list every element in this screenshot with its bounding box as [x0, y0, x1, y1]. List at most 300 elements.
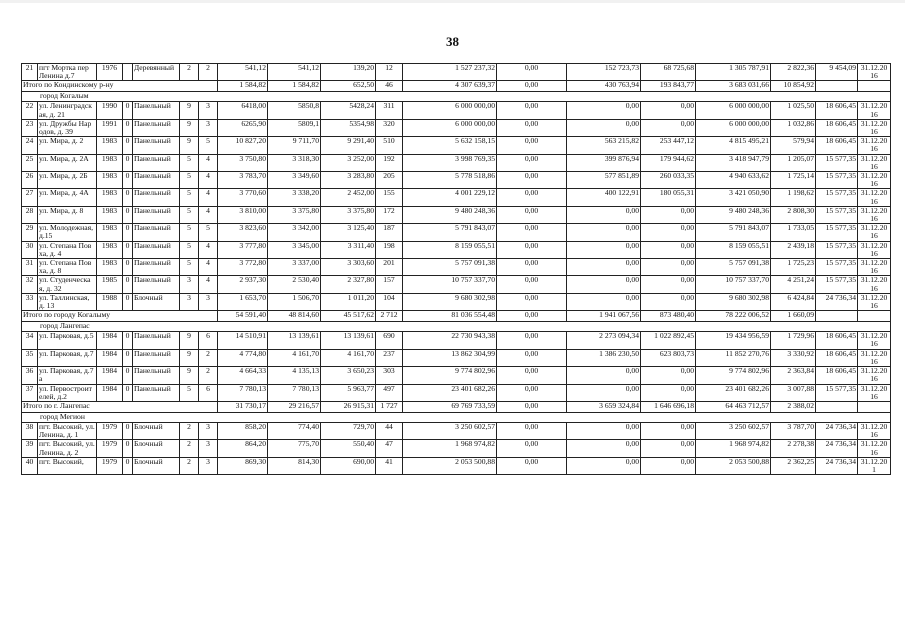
deadline-cell: 31.12.2016: [858, 349, 891, 366]
subtotal-row: [22, 311, 891, 322]
local-cost-cell: 0,00: [641, 457, 696, 474]
floors-cell: 3: [180, 276, 199, 293]
limit-cost-cell: 15 577,35: [816, 154, 858, 171]
flag-cell: 0: [123, 384, 133, 401]
wall-material-cell: Панельный: [133, 241, 180, 258]
fund-cost-cell: 0,00: [497, 102, 567, 119]
limit-cost-cell: 15 577,35: [816, 384, 858, 401]
fund-cost-cell: 0,00: [497, 367, 567, 384]
residential-area-cell: 3 303,60: [321, 259, 376, 276]
okrug-cost-cell: 0,00: [567, 102, 641, 119]
residents-cell: 497: [376, 384, 403, 401]
okrug-cost-cell: 0,00: [567, 224, 641, 241]
year-cell: 1984: [97, 367, 123, 384]
residents-cell: 311: [376, 102, 403, 119]
row-number-cell: 29: [22, 224, 38, 241]
address-cell: ул. Парковая, д.7: [38, 349, 97, 366]
entrances-cell: 4: [199, 276, 218, 293]
year-cell: 1983: [97, 137, 123, 154]
living-area-cell: 3 349,60: [268, 172, 321, 189]
deadline-cell: 31.12.2016: [858, 241, 891, 258]
year-cell: 1979: [97, 422, 123, 439]
residents-cell: 104: [376, 293, 403, 310]
living-area-cell: 814,30: [268, 457, 321, 474]
wall-material-cell: Панельный: [133, 154, 180, 171]
residential-area-cell: 550,40: [321, 440, 376, 457]
entrances-cell: 3: [199, 422, 218, 439]
limit-cost-cell: 18 606,45: [816, 119, 858, 136]
residential-area-cell: 2 327,80: [321, 276, 376, 293]
okrug-cost-cell: 0,00: [567, 119, 641, 136]
local-cost-cell: 0,00: [641, 440, 696, 457]
residents-cell: 303: [376, 367, 403, 384]
residents-cell: 157: [376, 276, 403, 293]
row-number-cell: 36: [22, 367, 38, 384]
owners-cost-cell: 3 421 050,90: [696, 189, 771, 206]
flag-cell: 0: [123, 119, 133, 136]
residential-area-cell: 1 011,20: [321, 293, 376, 310]
floors-cell: 2: [180, 64, 199, 81]
floors-cell: 2: [180, 457, 199, 474]
local-cost-cell: 0,00: [641, 102, 696, 119]
fund-cost-cell: 0,00: [497, 241, 567, 258]
table-row: [22, 189, 891, 206]
entrances-cell: 5: [199, 224, 218, 241]
fund-cost-cell: 0,00: [497, 154, 567, 171]
residents-cell: 201: [376, 259, 403, 276]
row-number-cell: 22: [22, 102, 38, 119]
total-cost-cell: 4 001 229,12: [403, 189, 497, 206]
okrug-cost-cell: 3 659 324,84: [567, 401, 641, 412]
limit-cost-cell: 18 606,45: [816, 137, 858, 154]
total-area-cell: 858,20: [218, 422, 268, 439]
deadline-cell: 31.12.2016: [858, 259, 891, 276]
residents-cell: 205: [376, 172, 403, 189]
wall-material-cell: Деревянный: [133, 64, 180, 81]
table-row: [22, 349, 891, 366]
residents-cell: 12: [376, 64, 403, 81]
residential-area-cell: 652,50: [321, 81, 376, 92]
residential-area-cell: 2 452,00: [321, 189, 376, 206]
total-area-cell: 541,12: [218, 64, 268, 81]
unit-cost-cell: 1 205,07: [771, 154, 816, 171]
owners-cost-cell: 5 757 091,38: [696, 259, 771, 276]
okrug-cost-cell: 0,00: [567, 440, 641, 457]
total-cost-cell: 6 000 000,00: [403, 102, 497, 119]
limit-cost-cell: 9 454,09: [816, 64, 858, 81]
wall-material-cell: Панельный: [133, 332, 180, 349]
residential-area-cell: 5428,24: [321, 102, 376, 119]
subtotal-label: Итого по г. Лангепас: [22, 401, 218, 412]
total-area-cell: 864,20: [218, 440, 268, 457]
local-cost-cell: 0,00: [641, 293, 696, 310]
owners-cost-cell: 3 418 947,79: [696, 154, 771, 171]
total-cost-cell: 1 968 974,82: [403, 440, 497, 457]
limit-cost-cell: 18 606,45: [816, 349, 858, 366]
residential-area-cell: 9 291,40: [321, 137, 376, 154]
local-cost-cell: 68 725,68: [641, 64, 696, 81]
address-cell: ул. Таллинская,д. 13: [38, 293, 97, 310]
residential-area-cell: 45 517,62: [321, 311, 376, 322]
empty-cell: [858, 81, 891, 92]
address-cell: ул. Парковая, д.5: [38, 332, 97, 349]
table-row: [22, 137, 891, 154]
unit-cost-cell: 1 725,23: [771, 259, 816, 276]
floors-cell: 2: [180, 422, 199, 439]
unit-cost-cell: 2 362,25: [771, 457, 816, 474]
deadline-cell: 31.12.2016: [858, 276, 891, 293]
total-area-cell: 6418,00: [218, 102, 268, 119]
owners-cost-cell: 23 401 682,26: [696, 384, 771, 401]
row-number-cell: 24: [22, 137, 38, 154]
row-number-cell: 38: [22, 422, 38, 439]
row-number-cell: 23: [22, 119, 38, 136]
fund-cost-cell: 0,00: [497, 224, 567, 241]
flag-cell: 0: [123, 172, 133, 189]
row-number-cell: 21: [22, 64, 38, 81]
living-area-cell: 3 338,20: [268, 189, 321, 206]
wall-material-cell: Панельный: [133, 276, 180, 293]
year-cell: 1984: [97, 332, 123, 349]
fund-cost-cell: 0,00: [497, 349, 567, 366]
residential-area-cell: 13 139,61: [321, 332, 376, 349]
limit-cost-cell: 24 736,34: [816, 457, 858, 474]
unit-cost-cell: 1 660,09: [771, 311, 816, 322]
residents-cell: 2 712: [376, 311, 403, 322]
flag-cell: 0: [123, 440, 133, 457]
floors-cell: 9: [180, 102, 199, 119]
okrug-cost-cell: 2 273 094,34: [567, 332, 641, 349]
owners-cost-cell: 11 852 270,76: [696, 349, 771, 366]
floors-cell: 9: [180, 349, 199, 366]
wall-material-cell: Блочный: [133, 457, 180, 474]
flag-cell: 0: [123, 154, 133, 171]
unit-cost-cell: 3 330,92: [771, 349, 816, 366]
flag-cell: 0: [123, 349, 133, 366]
deadline-cell: 31.12.2016: [858, 137, 891, 154]
residential-area-cell: 3 375,80: [321, 206, 376, 223]
living-area-cell: 13 139,61: [268, 332, 321, 349]
owners-cost-cell: 19 434 956,59: [696, 332, 771, 349]
okrug-cost-cell: 0,00: [567, 384, 641, 401]
limit-cost-cell: 15 577,35: [816, 241, 858, 258]
owners-cost-cell: 4 940 633,62: [696, 172, 771, 189]
unit-cost-cell: 1 032,86: [771, 119, 816, 136]
wall-material-cell: Панельный: [133, 102, 180, 119]
owners-cost-cell: 9 480 248,36: [696, 206, 771, 223]
okrug-cost-cell: 0,00: [567, 206, 641, 223]
entrances-cell: 3: [199, 457, 218, 474]
total-cost-cell: 9 680 302,98: [403, 293, 497, 310]
year-cell: 1983: [97, 259, 123, 276]
total-cost-cell: 8 159 055,51: [403, 241, 497, 258]
okrug-cost-cell: 1 941 067,56: [567, 311, 641, 322]
unit-cost-cell: 1 725,14: [771, 172, 816, 189]
fund-cost-cell: 0,00: [497, 311, 567, 322]
empty-cell: [858, 401, 891, 412]
fund-cost-cell: 0,00: [497, 422, 567, 439]
table-row: [22, 293, 891, 310]
limit-cost-cell: 15 577,35: [816, 206, 858, 223]
row-number-cell: 39: [22, 440, 38, 457]
living-area-cell: 541,12: [268, 64, 321, 81]
unit-cost-cell: 1 198,62: [771, 189, 816, 206]
local-cost-cell: 0,00: [641, 119, 696, 136]
table-row: [22, 172, 891, 189]
address-cell: ул. Первостроителей, д.2: [38, 384, 97, 401]
floors-cell: 5: [180, 206, 199, 223]
year-cell: 1988: [97, 293, 123, 310]
residential-area-cell: 5 963,77: [321, 384, 376, 401]
local-cost-cell: 0,00: [641, 206, 696, 223]
entrances-cell: 4: [199, 241, 218, 258]
deadline-cell: 31.12.2016: [858, 102, 891, 119]
flag-cell: 0: [123, 137, 133, 154]
total-area-cell: 3 823,60: [218, 224, 268, 241]
local-cost-cell: 0,00: [641, 422, 696, 439]
wall-material-cell: Панельный: [133, 259, 180, 276]
floors-cell: 9: [180, 137, 199, 154]
table-row: [22, 259, 891, 276]
floors-cell: 3: [180, 293, 199, 310]
local-cost-cell: 253 447,12: [641, 137, 696, 154]
total-cost-cell: 1 527 237,32: [403, 64, 497, 81]
okrug-cost-cell: 430 763,94: [567, 81, 641, 92]
total-cost-cell: 13 862 304,99: [403, 349, 497, 366]
table-row: [22, 119, 891, 136]
owners-cost-cell: 1 305 787,91: [696, 64, 771, 81]
living-area-cell: 3 318,30: [268, 154, 321, 171]
entrances-cell: 3: [199, 119, 218, 136]
flag-cell: 0: [123, 276, 133, 293]
address-cell: ул. Парковая, д.7а: [38, 367, 97, 384]
limit-cost-cell: 18 606,45: [816, 332, 858, 349]
year-cell: 1983: [97, 172, 123, 189]
city-header: город Лангепас: [22, 322, 891, 332]
local-cost-cell: 0,00: [641, 241, 696, 258]
owners-cost-cell: 6 000 000,00: [696, 119, 771, 136]
wall-material-cell: Панельный: [133, 384, 180, 401]
wall-material-cell: Панельный: [133, 119, 180, 136]
residential-area-cell: 3 311,40: [321, 241, 376, 258]
owners-cost-cell: 2 053 500,88: [696, 457, 771, 474]
total-cost-cell: 2 053 500,88: [403, 457, 497, 474]
owners-cost-cell: 5 791 843,07: [696, 224, 771, 241]
limit-cost-cell: 18 606,45: [816, 102, 858, 119]
total-cost-cell: 10 757 337,70: [403, 276, 497, 293]
unit-cost-cell: 3 787,70: [771, 422, 816, 439]
entrances-cell: 2: [199, 349, 218, 366]
address-cell: пгт Мортка пер Ленина д.7: [38, 64, 97, 81]
entrances-cell: 3: [199, 440, 218, 457]
total-area-cell: 3 783,70: [218, 172, 268, 189]
empty-cell: [816, 81, 858, 92]
unit-cost-cell: 2 808,30: [771, 206, 816, 223]
fund-cost-cell: 0,00: [497, 81, 567, 92]
floors-cell: 5: [180, 189, 199, 206]
city-header-row: [22, 92, 891, 102]
total-cost-cell: 5 778 518,86: [403, 172, 497, 189]
row-number-cell: 37: [22, 384, 38, 401]
deadline-cell: 31.12.2016: [858, 189, 891, 206]
city-header: город Когалым: [22, 92, 891, 102]
total-area-cell: 7 780,13: [218, 384, 268, 401]
living-area-cell: 1 584,82: [268, 81, 321, 92]
table-row: [22, 64, 891, 81]
flag-cell: 0: [123, 224, 133, 241]
living-area-cell: 9 711,70: [268, 137, 321, 154]
year-cell: 1983: [97, 224, 123, 241]
fund-cost-cell: 0,00: [497, 457, 567, 474]
total-area-cell: 1 653,70: [218, 293, 268, 310]
local-cost-cell: 0,00: [641, 276, 696, 293]
unit-cost-cell: 1 729,96: [771, 332, 816, 349]
unit-cost-cell: 2 363,84: [771, 367, 816, 384]
address-cell: ул. Ленинградская, д. 21: [38, 102, 97, 119]
year-cell: 1983: [97, 189, 123, 206]
fund-cost-cell: 0,00: [497, 384, 567, 401]
floors-cell: 5: [180, 154, 199, 171]
living-area-cell: 4 135,13: [268, 367, 321, 384]
address-cell: ул. Мира, д. 2А: [38, 154, 97, 171]
page-number: 38: [446, 34, 459, 49]
deadline-cell: 31.12.2016: [858, 293, 891, 310]
flag-cell: 0: [123, 189, 133, 206]
year-cell: 1983: [97, 206, 123, 223]
residential-area-cell: 3 252,00: [321, 154, 376, 171]
entrances-cell: 3: [199, 102, 218, 119]
unit-cost-cell: 2 388,02: [771, 401, 816, 412]
residents-cell: 155: [376, 189, 403, 206]
unit-cost-cell: 1 733,05: [771, 224, 816, 241]
total-cost-cell: 5 791 843,07: [403, 224, 497, 241]
local-cost-cell: 1 646 696,18: [641, 401, 696, 412]
limit-cost-cell: 15 577,35: [816, 172, 858, 189]
residential-area-cell: 139,20: [321, 64, 376, 81]
limit-cost-cell: 18 606,45: [816, 367, 858, 384]
entrances-cell: 2: [199, 64, 218, 81]
wall-material-cell: Блочный: [133, 440, 180, 457]
table-body: [22, 64, 891, 475]
residential-area-cell: 729,70: [321, 422, 376, 439]
residential-area-cell: 4 161,70: [321, 349, 376, 366]
subtotal-label: Итого по городу Когалыму: [22, 311, 218, 322]
entrances-cell: 4: [199, 189, 218, 206]
floors-cell: 5: [180, 172, 199, 189]
total-cost-cell: 23 401 682,26: [403, 384, 497, 401]
table-row: [22, 332, 891, 349]
row-number-cell: 31: [22, 259, 38, 276]
floors-cell: 5: [180, 384, 199, 401]
address-cell: ул. Мира, д. 2: [38, 137, 97, 154]
living-area-cell: 775,70: [268, 440, 321, 457]
total-area-cell: 3 810,00: [218, 206, 268, 223]
unit-cost-cell: 6 424,84: [771, 293, 816, 310]
city-header: город Мегион: [22, 412, 891, 422]
year-cell: 1979: [97, 457, 123, 474]
wall-material-cell: Блочный: [133, 293, 180, 310]
total-cost-cell: 3 998 769,35: [403, 154, 497, 171]
flag-cell: 0: [123, 422, 133, 439]
total-cost-cell: 9 480 248,36: [403, 206, 497, 223]
address-cell: пгт. Высокий, ул. Ленина, д. 2: [39, 439, 95, 457]
total-cost-cell: 4 307 639,37: [403, 81, 497, 92]
floors-cell: 2: [180, 440, 199, 457]
table-row: [22, 384, 891, 401]
wall-material-cell: Блочный: [133, 422, 180, 439]
okrug-cost-cell: 0,00: [567, 422, 641, 439]
limit-cost-cell: 15 577,35: [816, 224, 858, 241]
table-row: [22, 224, 891, 241]
housing-repair-table: [21, 63, 891, 475]
residential-area-cell: 3 283,80: [321, 172, 376, 189]
limit-cost-cell: 15 577,35: [816, 276, 858, 293]
address-cell: пгт. Высокий,: [38, 457, 97, 474]
unit-cost-cell: 4 251,24: [771, 276, 816, 293]
total-cost-cell: 6 000 000,00: [403, 119, 497, 136]
unit-cost-cell: 3 007,88: [771, 384, 816, 401]
total-area-cell: 4 774,80: [218, 349, 268, 366]
owners-cost-cell: 10 757 337,70: [696, 276, 771, 293]
okrug-cost-cell: 0,00: [567, 241, 641, 258]
unit-cost-cell: 2 278,38: [771, 440, 816, 457]
local-cost-cell: 0,00: [641, 259, 696, 276]
residential-area-cell: 26 915,31: [321, 401, 376, 412]
scan-edge: [0, 0, 905, 3]
owners-cost-cell: 3 683 031,66: [696, 81, 771, 92]
year-cell: 1990: [97, 102, 123, 119]
total-area-cell: 3 770,60: [218, 189, 268, 206]
deadline-cell: 31.12.2016: [858, 332, 891, 349]
limit-cost-cell: 24 736,34: [816, 440, 858, 457]
unit-cost-cell: 2 822,36: [771, 64, 816, 81]
fund-cost-cell: 0,00: [497, 137, 567, 154]
flag-cell: 0: [123, 457, 133, 474]
row-number-cell: 32: [22, 276, 38, 293]
wall-material-cell: Панельный: [133, 349, 180, 366]
entrances-cell: 4: [199, 172, 218, 189]
residents-cell: 198: [376, 241, 403, 258]
total-cost-cell: 69 769 733,59: [403, 401, 497, 412]
residents-cell: 510: [376, 137, 403, 154]
address-cell: пгт. Высокий, ул. Ленина, д. 1: [39, 422, 95, 440]
fund-cost-cell: 0,00: [497, 172, 567, 189]
owners-cost-cell: 4 815 495,21: [696, 137, 771, 154]
living-area-cell: 5850,8: [268, 102, 321, 119]
living-area-cell: 774,40: [268, 422, 321, 439]
residential-area-cell: 5354,98: [321, 119, 376, 136]
residential-area-cell: 3 125,40: [321, 224, 376, 241]
address-cell: ул. Степана Повха, д. 4: [38, 241, 97, 258]
fund-cost-cell: 0,00: [497, 119, 567, 136]
year-cell: 1983: [97, 154, 123, 171]
row-number-cell: 40: [22, 457, 38, 474]
limit-cost-cell: 24 736,34: [816, 422, 858, 439]
flag-cell: 0: [123, 259, 133, 276]
fund-cost-cell: 0,00: [497, 189, 567, 206]
local-cost-cell: 623 803,73: [641, 349, 696, 366]
table-row: [22, 457, 891, 474]
okrug-cost-cell: 563 215,82: [567, 137, 641, 154]
address-cell: ул. Молодежная, д.15: [38, 224, 97, 241]
flag-cell: 0: [123, 332, 133, 349]
deadline-cell: 31.12.2016: [858, 224, 891, 241]
okrug-cost-cell: 577 851,89: [567, 172, 641, 189]
flag-cell: 0: [123, 293, 133, 310]
residential-area-cell: 3 650,23: [321, 367, 376, 384]
wall-material-cell: Панельный: [133, 172, 180, 189]
total-area-cell: 6265,90: [218, 119, 268, 136]
